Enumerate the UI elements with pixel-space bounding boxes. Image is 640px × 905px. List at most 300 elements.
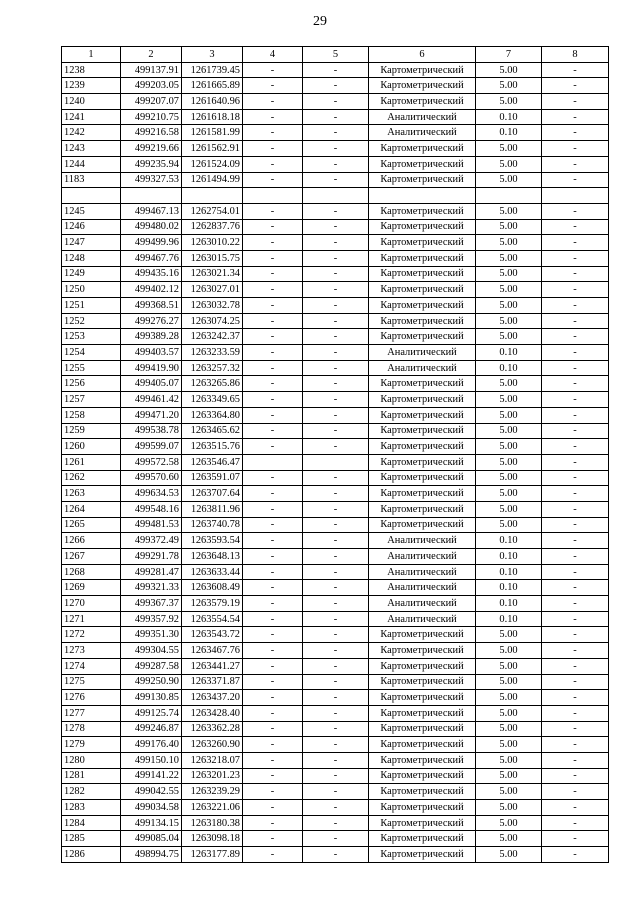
table-row bbox=[62, 94, 609, 110]
table-cell: - bbox=[542, 643, 609, 659]
table-cell: 499419.90 bbox=[121, 360, 182, 376]
table-cell: 1242 bbox=[62, 125, 121, 141]
table-cell: 1263032.78 bbox=[182, 298, 243, 314]
table-cell: 1263546.47 bbox=[182, 454, 243, 470]
table-cell: - bbox=[243, 219, 303, 235]
table-cell: 1263015.75 bbox=[182, 250, 243, 266]
table-cell: - bbox=[542, 737, 609, 753]
table-cell: - bbox=[303, 235, 369, 251]
table-cell: - bbox=[243, 313, 303, 329]
table-cell: 5.00 bbox=[476, 690, 542, 706]
table-cell bbox=[121, 188, 182, 204]
table-cell: - bbox=[303, 94, 369, 110]
table-cell: - bbox=[243, 282, 303, 298]
table-cell: - bbox=[542, 690, 609, 706]
table-row bbox=[62, 847, 609, 863]
column-header: 6 bbox=[369, 47, 476, 63]
table-cell: - bbox=[243, 156, 303, 172]
table-row bbox=[62, 596, 609, 612]
table-cell: Картометрический bbox=[369, 156, 476, 172]
table-cell: 0.10 bbox=[476, 125, 542, 141]
table-cell: 5.00 bbox=[476, 266, 542, 282]
table-cell: 499538.78 bbox=[121, 423, 182, 439]
table-cell: Картометрический bbox=[369, 141, 476, 157]
table-cell: Картометрический bbox=[369, 250, 476, 266]
table-cell: 5.00 bbox=[476, 815, 542, 831]
table-cell: - bbox=[303, 549, 369, 565]
table-cell: 499130.85 bbox=[121, 690, 182, 706]
table-cell: 499572.58 bbox=[121, 454, 182, 470]
table-cell: 1263467.76 bbox=[182, 643, 243, 659]
table-cell: - bbox=[542, 847, 609, 863]
table-row bbox=[62, 188, 609, 204]
table-cell: 1263428.40 bbox=[182, 705, 243, 721]
table-cell: 1271 bbox=[62, 611, 121, 627]
table-cell: 1285 bbox=[62, 831, 121, 847]
table-cell: 499372.49 bbox=[121, 533, 182, 549]
table-cell: - bbox=[303, 517, 369, 533]
table-cell bbox=[369, 188, 476, 204]
table-cell: 1260 bbox=[62, 439, 121, 455]
table-cell bbox=[476, 188, 542, 204]
table-cell: - bbox=[542, 501, 609, 517]
table-cell: Картометрический bbox=[369, 721, 476, 737]
table-row bbox=[62, 109, 609, 125]
table-row bbox=[62, 219, 609, 235]
table-row bbox=[62, 486, 609, 502]
table-cell: 1248 bbox=[62, 250, 121, 266]
table-cell: 499327.53 bbox=[121, 172, 182, 188]
table-cell: 1263579.19 bbox=[182, 596, 243, 612]
table-row bbox=[62, 627, 609, 643]
table-cell: 1267 bbox=[62, 549, 121, 565]
table-cell: - bbox=[303, 250, 369, 266]
table-cell: 1263027.01 bbox=[182, 282, 243, 298]
table-cell: 1261665.89 bbox=[182, 78, 243, 94]
table-cell: 5.00 bbox=[476, 658, 542, 674]
table-cell: 1257 bbox=[62, 392, 121, 408]
table-cell: - bbox=[542, 752, 609, 768]
table-cell: - bbox=[542, 658, 609, 674]
table-cell: 499203.05 bbox=[121, 78, 182, 94]
table-cell: - bbox=[243, 800, 303, 816]
table-cell: - bbox=[303, 690, 369, 706]
table-row bbox=[62, 658, 609, 674]
table-cell: Картометрический bbox=[369, 454, 476, 470]
table-cell: 5.00 bbox=[476, 752, 542, 768]
table-cell: 499125.74 bbox=[121, 705, 182, 721]
table-cell bbox=[303, 188, 369, 204]
table-cell: - bbox=[542, 125, 609, 141]
table-cell: 1283 bbox=[62, 800, 121, 816]
table-cell: - bbox=[542, 611, 609, 627]
table-cell: 5.00 bbox=[476, 784, 542, 800]
table-row bbox=[62, 250, 609, 266]
table-cell: 499246.87 bbox=[121, 721, 182, 737]
table-cell bbox=[182, 188, 243, 204]
table-cell: 1239 bbox=[62, 78, 121, 94]
table-cell: - bbox=[542, 533, 609, 549]
table-cell: - bbox=[243, 125, 303, 141]
table-cell: Картометрический bbox=[369, 674, 476, 690]
table-row bbox=[62, 141, 609, 157]
table-cell: 1263707.64 bbox=[182, 486, 243, 502]
table-cell: - bbox=[303, 674, 369, 690]
table-cell: 5.00 bbox=[476, 94, 542, 110]
table-cell: - bbox=[243, 721, 303, 737]
table-cell: 499210.75 bbox=[121, 109, 182, 125]
table-row bbox=[62, 298, 609, 314]
table-cell: 1263021.34 bbox=[182, 266, 243, 282]
table-cell: - bbox=[542, 235, 609, 251]
table-cell: - bbox=[243, 752, 303, 768]
table-cell: 1276 bbox=[62, 690, 121, 706]
table-cell: - bbox=[243, 580, 303, 596]
table-cell: 5.00 bbox=[476, 737, 542, 753]
table-cell: - bbox=[243, 235, 303, 251]
column-header: 3 bbox=[182, 47, 243, 63]
table-cell: Картометрический bbox=[369, 831, 476, 847]
table-cell: 499137.91 bbox=[121, 62, 182, 78]
table-cell: Картометрический bbox=[369, 517, 476, 533]
table-cell: 1263233.59 bbox=[182, 345, 243, 361]
table-cell: Картометрический bbox=[369, 407, 476, 423]
table-cell: 1247 bbox=[62, 235, 121, 251]
table-cell: - bbox=[303, 125, 369, 141]
table-cell: 0.10 bbox=[476, 564, 542, 580]
table-cell: 499368.51 bbox=[121, 298, 182, 314]
table-cell: - bbox=[303, 156, 369, 172]
table-cell: - bbox=[303, 847, 369, 863]
table-cell: 1268 bbox=[62, 564, 121, 580]
table-cell: 5.00 bbox=[476, 627, 542, 643]
coordinates-table bbox=[61, 46, 609, 863]
table-cell: 1263371.87 bbox=[182, 674, 243, 690]
table-row bbox=[62, 815, 609, 831]
table-cell: - bbox=[303, 658, 369, 674]
table-cell: 5.00 bbox=[476, 439, 542, 455]
table-cell: 1263257.32 bbox=[182, 360, 243, 376]
table-cell: Картометрический bbox=[369, 800, 476, 816]
table-cell: - bbox=[303, 360, 369, 376]
table-cell: 1251 bbox=[62, 298, 121, 314]
table-row bbox=[62, 282, 609, 298]
table-cell: Картометрический bbox=[369, 298, 476, 314]
table-cell: 5.00 bbox=[476, 768, 542, 784]
table-cell: 1263098.18 bbox=[182, 831, 243, 847]
table-cell: - bbox=[542, 470, 609, 486]
table-row bbox=[62, 643, 609, 659]
table-cell: - bbox=[542, 203, 609, 219]
table-cell: - bbox=[243, 470, 303, 486]
table-cell: 1261494.99 bbox=[182, 172, 243, 188]
table-cell: - bbox=[243, 250, 303, 266]
table-cell: 1256 bbox=[62, 376, 121, 392]
table-cell: 0.10 bbox=[476, 580, 542, 596]
table-cell: - bbox=[303, 533, 369, 549]
table-cell: 5.00 bbox=[476, 62, 542, 78]
table-cell: 1286 bbox=[62, 847, 121, 863]
table-cell: - bbox=[542, 800, 609, 816]
table-cell: 1246 bbox=[62, 219, 121, 235]
table-row bbox=[62, 329, 609, 345]
table-cell: 1263591.07 bbox=[182, 470, 243, 486]
table-cell: Картометрический bbox=[369, 690, 476, 706]
table-cell: - bbox=[243, 815, 303, 831]
table-cell: - bbox=[542, 815, 609, 831]
table-cell: - bbox=[303, 392, 369, 408]
table-cell: 5.00 bbox=[476, 219, 542, 235]
table-cell: 499570.60 bbox=[121, 470, 182, 486]
table-cell: - bbox=[303, 486, 369, 502]
table-cell: 1259 bbox=[62, 423, 121, 439]
table-cell: 1278 bbox=[62, 721, 121, 737]
table-cell: 498994.75 bbox=[121, 847, 182, 863]
table-cell: Картометрический bbox=[369, 203, 476, 219]
table-cell: 499134.15 bbox=[121, 815, 182, 831]
table-cell: - bbox=[243, 768, 303, 784]
table-cell: 5.00 bbox=[476, 705, 542, 721]
table-cell: 1284 bbox=[62, 815, 121, 831]
table-cell: 499321.33 bbox=[121, 580, 182, 596]
table-cell: Картометрический bbox=[369, 376, 476, 392]
table-cell: - bbox=[542, 109, 609, 125]
table-cell: 1273 bbox=[62, 643, 121, 659]
table-cell: - bbox=[303, 596, 369, 612]
table-cell: 5.00 bbox=[476, 235, 542, 251]
table-cell: - bbox=[542, 564, 609, 580]
table-cell: 499351.30 bbox=[121, 627, 182, 643]
table-cell: 1281 bbox=[62, 768, 121, 784]
table-cell: - bbox=[243, 62, 303, 78]
table-cell: Аналитический bbox=[369, 360, 476, 376]
table-cell: Аналитический bbox=[369, 533, 476, 549]
column-header: 4 bbox=[243, 47, 303, 63]
table-cell: 5.00 bbox=[476, 423, 542, 439]
table-cell: - bbox=[243, 533, 303, 549]
table-cell: - bbox=[542, 266, 609, 282]
table-cell: - bbox=[303, 407, 369, 423]
table-cell: 1263242.37 bbox=[182, 329, 243, 345]
table-cell: - bbox=[243, 643, 303, 659]
table-cell: 499402.12 bbox=[121, 282, 182, 298]
table-cell: 499304.55 bbox=[121, 643, 182, 659]
table-cell: Картометрический bbox=[369, 266, 476, 282]
table-cell: 1254 bbox=[62, 345, 121, 361]
table-cell: - bbox=[243, 674, 303, 690]
table-row bbox=[62, 800, 609, 816]
table-cell: 1262 bbox=[62, 470, 121, 486]
table-cell: 1241 bbox=[62, 109, 121, 125]
table-cell: 1263221.06 bbox=[182, 800, 243, 816]
table-cell: - bbox=[542, 423, 609, 439]
table-cell: 1263608.49 bbox=[182, 580, 243, 596]
table-row bbox=[62, 752, 609, 768]
table-cell: - bbox=[243, 847, 303, 863]
table-row bbox=[62, 125, 609, 141]
table-cell: 499634.53 bbox=[121, 486, 182, 502]
table-cell: - bbox=[303, 298, 369, 314]
table-cell: Аналитический bbox=[369, 345, 476, 361]
table-cell: - bbox=[303, 752, 369, 768]
table-cell: 5.00 bbox=[476, 172, 542, 188]
table-cell: 1280 bbox=[62, 752, 121, 768]
table-cell: 499481.53 bbox=[121, 517, 182, 533]
table-cell: 5.00 bbox=[476, 282, 542, 298]
table-cell: - bbox=[243, 298, 303, 314]
table-cell: - bbox=[542, 329, 609, 345]
table-cell: - bbox=[303, 78, 369, 94]
table-row bbox=[62, 611, 609, 627]
table-cell: 1272 bbox=[62, 627, 121, 643]
table-cell bbox=[542, 188, 609, 204]
table-cell: - bbox=[243, 737, 303, 753]
table-cell: - bbox=[303, 831, 369, 847]
table-cell: 499085.04 bbox=[121, 831, 182, 847]
table-cell: - bbox=[542, 721, 609, 737]
table-cell: 5.00 bbox=[476, 831, 542, 847]
table-row bbox=[62, 470, 609, 486]
table-cell: - bbox=[542, 62, 609, 78]
table-cell: - bbox=[303, 423, 369, 439]
table-cell: 499250.90 bbox=[121, 674, 182, 690]
table-cell: Картометрический bbox=[369, 752, 476, 768]
table-cell: 1282 bbox=[62, 784, 121, 800]
table-cell: 1250 bbox=[62, 282, 121, 298]
table-cell: - bbox=[243, 564, 303, 580]
table-cell: 1183 bbox=[62, 172, 121, 188]
table-row bbox=[62, 721, 609, 737]
table-cell: - bbox=[303, 768, 369, 784]
table-cell: Картометрический bbox=[369, 219, 476, 235]
table-row bbox=[62, 172, 609, 188]
table-cell: 0.10 bbox=[476, 345, 542, 361]
table-cell: - bbox=[542, 407, 609, 423]
table-row bbox=[62, 674, 609, 690]
table-cell: 5.00 bbox=[476, 376, 542, 392]
table-cell: 1240 bbox=[62, 94, 121, 110]
table-cell: - bbox=[243, 203, 303, 219]
table-cell: - bbox=[303, 501, 369, 517]
table-cell: 499389.28 bbox=[121, 329, 182, 345]
table-row bbox=[62, 62, 609, 78]
table-cell: Аналитический bbox=[369, 549, 476, 565]
table-row bbox=[62, 564, 609, 580]
table-cell: 499219.66 bbox=[121, 141, 182, 157]
table-cell: 499435.16 bbox=[121, 266, 182, 282]
table-cell: Картометрический bbox=[369, 78, 476, 94]
table-row bbox=[62, 580, 609, 596]
table-cell: Аналитический bbox=[369, 596, 476, 612]
table-cell: - bbox=[243, 407, 303, 423]
table-cell: - bbox=[243, 517, 303, 533]
table-cell: 1263554.54 bbox=[182, 611, 243, 627]
table-body bbox=[62, 62, 609, 862]
table-cell: - bbox=[542, 627, 609, 643]
table-cell: 1252 bbox=[62, 313, 121, 329]
table-cell: - bbox=[243, 345, 303, 361]
table-cell: 1269 bbox=[62, 580, 121, 596]
table-cell: 5.00 bbox=[476, 643, 542, 659]
page-number: 29 bbox=[313, 14, 327, 29]
table-cell: 1261618.18 bbox=[182, 109, 243, 125]
table-row bbox=[62, 423, 609, 439]
table-cell: 1265 bbox=[62, 517, 121, 533]
column-header: 7 bbox=[476, 47, 542, 63]
table-row bbox=[62, 768, 609, 784]
table-cell: - bbox=[243, 439, 303, 455]
table-cell: 1263648.13 bbox=[182, 549, 243, 565]
table-cell: Картометрический bbox=[369, 62, 476, 78]
table-cell: Аналитический bbox=[369, 125, 476, 141]
table-cell: - bbox=[542, 313, 609, 329]
table-cell: - bbox=[542, 250, 609, 266]
table-cell: Картометрический bbox=[369, 768, 476, 784]
table-cell: - bbox=[243, 658, 303, 674]
table-cell: 1263239.29 bbox=[182, 784, 243, 800]
table-row bbox=[62, 392, 609, 408]
table-cell: 1255 bbox=[62, 360, 121, 376]
table-cell: - bbox=[243, 705, 303, 721]
table-cell: 5.00 bbox=[476, 392, 542, 408]
table-row bbox=[62, 235, 609, 251]
table-cell: 499480.02 bbox=[121, 219, 182, 235]
table-cell: 5.00 bbox=[476, 313, 542, 329]
column-header: 8 bbox=[542, 47, 609, 63]
table-cell: - bbox=[243, 109, 303, 125]
table-cell: - bbox=[303, 705, 369, 721]
table-cell: 499548.16 bbox=[121, 501, 182, 517]
table-cell: 5.00 bbox=[476, 298, 542, 314]
table-cell: 5.00 bbox=[476, 800, 542, 816]
table-cell: 499141.22 bbox=[121, 768, 182, 784]
table-cell: 0.10 bbox=[476, 611, 542, 627]
table-cell: 1277 bbox=[62, 705, 121, 721]
table-cell: 499467.13 bbox=[121, 203, 182, 219]
table-cell: - bbox=[303, 800, 369, 816]
table-cell: 0.10 bbox=[476, 360, 542, 376]
table-cell: 1263265.86 bbox=[182, 376, 243, 392]
table-cell: - bbox=[303, 721, 369, 737]
table-row bbox=[62, 705, 609, 721]
table-cell: Картометрический bbox=[369, 313, 476, 329]
table-cell: 1263349.65 bbox=[182, 392, 243, 408]
table-cell: - bbox=[243, 690, 303, 706]
table-cell: 5.00 bbox=[476, 486, 542, 502]
table-cell: Картометрический bbox=[369, 392, 476, 408]
table-cell: - bbox=[243, 596, 303, 612]
table-cell: - bbox=[303, 109, 369, 125]
table-cell: 1263593.54 bbox=[182, 533, 243, 549]
table-cell bbox=[243, 454, 303, 470]
table-cell: - bbox=[542, 831, 609, 847]
table-cell: 499176.40 bbox=[121, 737, 182, 753]
table-row bbox=[62, 407, 609, 423]
table-cell: Картометрический bbox=[369, 94, 476, 110]
table-cell: 1253 bbox=[62, 329, 121, 345]
table-cell: - bbox=[542, 439, 609, 455]
table-cell: Картометрический bbox=[369, 705, 476, 721]
table-cell: 1279 bbox=[62, 737, 121, 753]
table-cell: 1263811.96 bbox=[182, 501, 243, 517]
table-cell: - bbox=[243, 423, 303, 439]
table-row bbox=[62, 690, 609, 706]
table-row bbox=[62, 78, 609, 94]
table-cell: - bbox=[243, 94, 303, 110]
table-cell: 499281.47 bbox=[121, 564, 182, 580]
table-cell: 1258 bbox=[62, 407, 121, 423]
table-cell: 0.10 bbox=[476, 109, 542, 125]
